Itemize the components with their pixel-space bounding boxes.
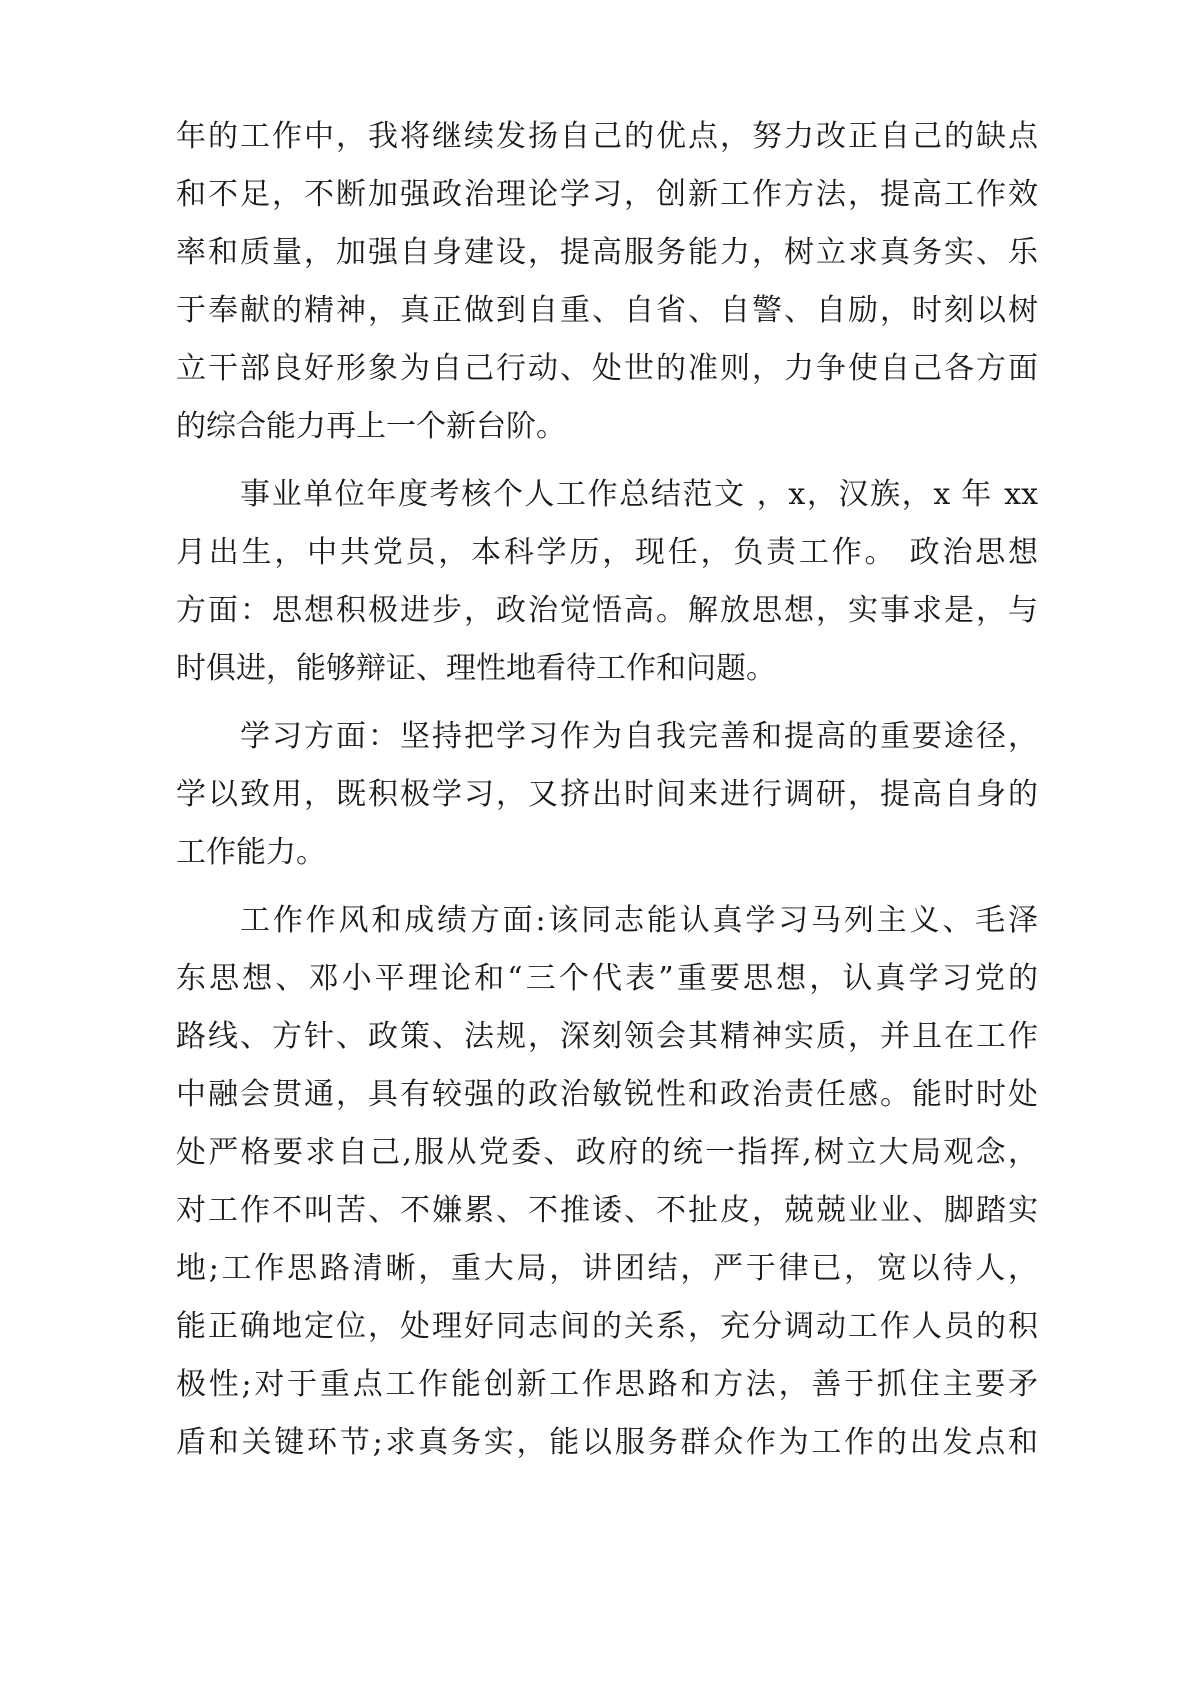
text-line: 立干部良好形象为自己行动、处世的准则，力争使自己各方面 [176,351,1038,386]
text-line: 处严格要求自己,服从党委、政府的统一指挥,树立大局观念， [176,1135,1038,1170]
text-line: 工作作风和成绩方面:该同志能认真学习马列主义、毛泽 [240,903,1038,938]
text-line: 路线、方针、政策、法规，深刻领会其精神实质，并且在工作 [176,1019,1038,1054]
text-line: 的综合能力再上一个新台阶。 [176,409,566,444]
text-line: 和不足，不断加强政治理论学习，创新工作方法，提高工作效 [176,177,1038,212]
text-line: 对工作不叫苦、不嫌累、不推诿、不扯皮，兢兢业业、脚踏实 [176,1193,1038,1228]
text-line: 时俱进，能够辩证、理性地看待工作和问题。 [176,651,776,686]
text-line: 率和质量，加强自身建设，提高服务能力，树立求真务实、乐 [176,235,1038,270]
text-line: 于奉献的精神，真正做到自重、自省、自警、自励，时刻以树 [176,293,1038,328]
text-line: 工作能力。 [176,835,326,870]
text-line: 能正确地定位，处理好同志间的关系，充分调动工作人员的积 [176,1309,1038,1344]
text-line: 中融会贯通，具有较强的政治敏锐性和政治责任感。能时时处 [176,1077,1038,1112]
text-line: 盾和关键环节;求真务实，能以服务群众作为工作的出发点和 [176,1425,1038,1460]
text-line: 地;工作思路清晰，重大局，讲团结，严于律已，宽以待人， [176,1251,1038,1286]
text-line: 学习方面：坚持把学习作为自我完善和提高的重要途径， [240,719,1038,754]
text-line: 东思想、邓小平理论和“三个代表”重要思想，认真学习党的 [176,961,1038,996]
text-line: 方面：思想积极进步，政治觉悟高。解放思想，实事求是，与 [176,593,1038,628]
text-line: 年的工作中，我将继续发扬自己的优点，努力改正自己的缺点 [176,119,1038,154]
text-line: 事业单位年度考核个人工作总结范文 ，x，汉族，x 年 xx [240,477,1038,512]
text-line: 极性;对于重点工作能创新工作思路和方法，善于抓住主要矛 [176,1367,1038,1402]
text-line: 学以致用，既积极学习，又挤出时间来进行调研，提高自身的 [176,777,1038,812]
text-line: 月出生，中共党员，本科学历，现任，负责工作。 政治思想 [176,535,1038,570]
